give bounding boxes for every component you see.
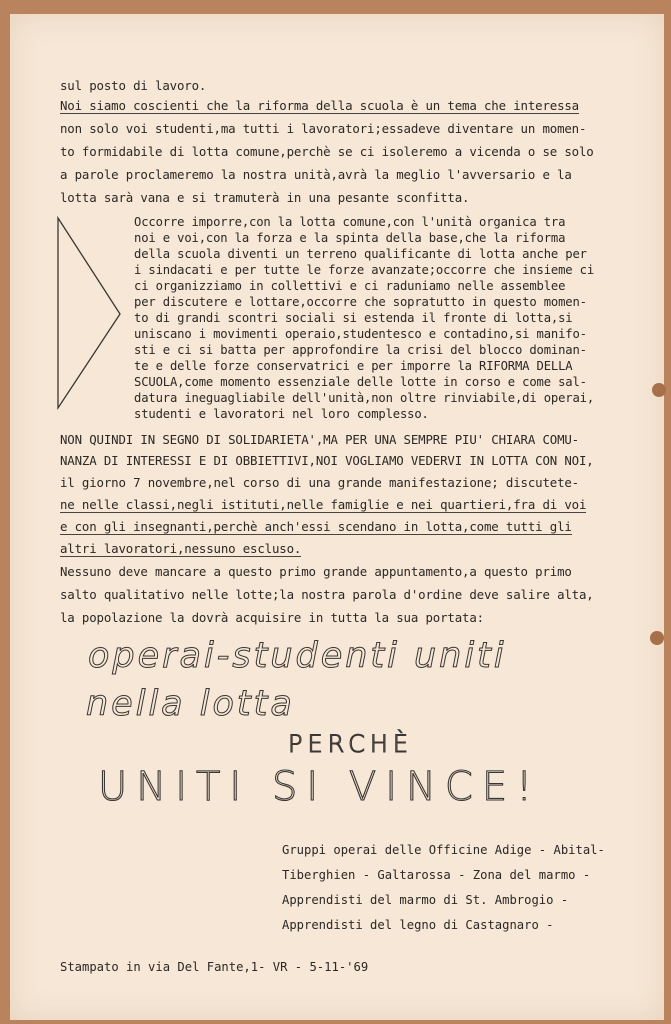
- text-line: studenti e lavoratori nel loro complesso.: [134, 407, 429, 421]
- signature-line: Apprendisti del marmo di St. Ambrogio -: [282, 893, 569, 907]
- signature-line: Apprendisti del legno di Castagnaro -: [282, 918, 554, 932]
- text-line: sul posto di lavoro.: [60, 78, 207, 93]
- binder-hole: [650, 631, 664, 645]
- text-line: ne nelle classi,negli istituti,nelle famiglie e nei quartieri,fra di voi: [60, 497, 587, 512]
- text-line: Noi siamo coscienti che la riforma della scuola è un tema che interessa: [60, 98, 579, 113]
- text-line: ci organizziamo in collettivi e ci raduniamo nelle assemblee: [134, 279, 566, 293]
- text-line: per discutere e lottare,occorre che sopratutto in questo momen-: [134, 295, 587, 309]
- text-line: i sindacati e per tutte le forze avanzate;occorre che insieme ci: [134, 263, 594, 277]
- text-line: non solo voi studenti,ma tutti i lavoratori;essadeve diventare un momen-: [60, 121, 587, 136]
- text-line: Nessuno deve mancare a questo primo grande appuntamento,a questo primo: [60, 564, 572, 579]
- text-line: lotta sarà vana e si tramuterà in una pesante sconfitta.: [60, 190, 470, 205]
- text-line: datura ineguagliabile dell'unità,non oltre rinviabile,di operai,: [134, 391, 594, 405]
- text-line: il giorno 7 novembre,nel corso di una grande manifestazione; discutete-: [60, 475, 579, 490]
- text-line: NON QUINDI IN SEGNO DI SOLIDARIETA',MA PER UNA SEMPRE PIU' CHIARA COMU-: [60, 432, 579, 447]
- slogan-line-4: UNITI SI VINCE!: [98, 764, 542, 810]
- binder-hole: [652, 383, 666, 397]
- text-line: sti e ci si batta per approfondire la crisi del blocco dominan-: [134, 343, 587, 357]
- text-line: la popolazione la dovrà acquisire in tutta la sua portata:: [60, 610, 484, 625]
- signature-line: Gruppi operai delle Officine Adige - Abital-: [282, 843, 605, 857]
- text-line: e con gli insegnanti,perchè anch'essi scendano in lotta,come tutti gli: [60, 519, 572, 534]
- text-line: SCUOLA,come momento essenziale delle lotte in corso e come sal-: [134, 375, 587, 389]
- triangle-arrow-icon: [52, 214, 128, 414]
- signature-line: Tiberghien - Galtarossa - Zona del marmo -: [282, 868, 591, 882]
- slogan-line-2: nella lotta: [86, 684, 295, 724]
- text-line: a parole proclameremo la nostra unità,avrà la meglio l'avversario e la: [60, 167, 572, 182]
- text-line: Occorre imporre,con la lotta comune,con l'unità organica tra: [134, 215, 566, 229]
- text-line: NANZA DI INTERESSI E DI OBBIETTIVI,NOI VOGLIAMO VEDERVI IN LOTTA CON NOI,: [60, 453, 594, 468]
- text-line: to formidabile di lotta comune,perchè se ci isoleremo a vicenda o se solo: [60, 144, 594, 159]
- text-line: noi e voi,con la forza e la spinta della base,che la riforma: [134, 231, 566, 245]
- text-line: uniscano i movimenti operaio,studentesco e contadino,si manifo-: [134, 327, 587, 341]
- printer-footer: Stampato in via Del Fante,1- VR - 5-11-'69: [60, 960, 369, 974]
- text-line: altri lavoratori,nessuno escluso.: [60, 541, 302, 556]
- slogan-line-1: operai-studenti uniti: [88, 636, 507, 676]
- text-line: to di grandi scontri sociali si estenda il fronte di lotta,si: [134, 311, 573, 325]
- slogan-line-3: PERCHÈ: [288, 730, 414, 758]
- text-line: te e delle forze conservatrici e per imporre la RIFORMA DELLA: [134, 359, 573, 373]
- text-line: della scuola diventi un terreno qualificante di lotta anche per: [134, 247, 587, 261]
- text-line: salto qualitativo nelle lotte;la nostra parola d'ordine deve salire alta,: [60, 587, 594, 602]
